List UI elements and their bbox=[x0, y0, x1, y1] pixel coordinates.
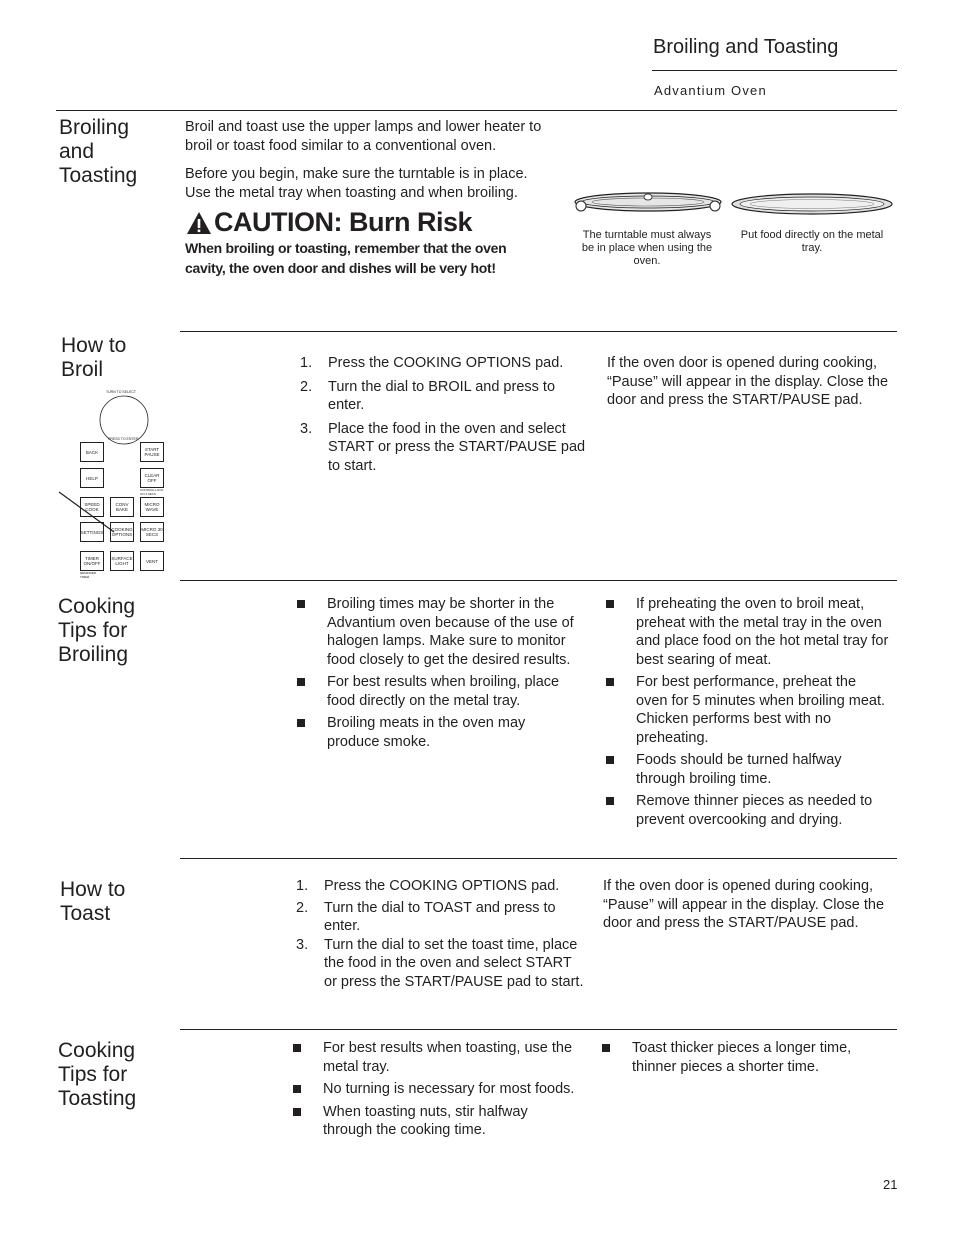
list-item: 2. Turn the dial to BROIL and press to enter. bbox=[300, 378, 556, 413]
bullet-square-icon bbox=[297, 600, 305, 608]
list-item: 2. Turn the dial to TOAST and press to enter. bbox=[296, 899, 556, 934]
section-title-tips-broiling: Cooking Tips for Broiling bbox=[58, 595, 136, 666]
list-item: 3. Turn the dial to set the toast time, place the food in the oven and select START or press the START/PAUSE pad to start. bbox=[296, 936, 584, 990]
section-divider bbox=[180, 1029, 897, 1030]
bullet-square-icon bbox=[606, 600, 614, 608]
pad-note-control-lock: CONTROL LOCK ON 3 SECS bbox=[140, 488, 164, 496]
section-title-tips-toasting: Cooking Tips for Toasting bbox=[58, 1039, 137, 1110]
list-item: Toast thicker pieces a longer time, thinner pieces a shorter time. bbox=[600, 1039, 890, 1076]
turntable-illustration bbox=[573, 188, 723, 218]
pad-surface-light: SURFACE LIGHT bbox=[110, 551, 134, 571]
intro-paragraph-1: Broil and toast use the upper lamps and lower heater to broil or toast food similar to a conventional oven. bbox=[185, 119, 542, 154]
bullet-square-icon bbox=[293, 1085, 301, 1093]
pad-timer-on-off: TIMER ON/OFF bbox=[80, 551, 104, 571]
pad-start-pause: START PAUSE bbox=[140, 442, 164, 462]
section-title-broiling-toasting: Broiling and Toasting bbox=[59, 116, 138, 187]
dial-bottom-label: PRESS TO ENTER bbox=[108, 437, 139, 441]
broiling-tips-left bbox=[295, 595, 575, 755]
section-title-how-to-broil: How to Broil bbox=[61, 334, 127, 381]
section-title-how-to-toast: How to Toast bbox=[60, 878, 126, 925]
list-item: If preheating the oven to broil meat, preheat with the metal tray in the oven and place food on the hot metal tray for best searing of meat. bbox=[604, 595, 889, 669]
list-item: For best performance, preheat the oven for 5 minutes when broiling meat. Chicken performs best with no preheating. bbox=[604, 673, 889, 747]
toasting-tips-left bbox=[291, 1039, 576, 1144]
header-divider bbox=[652, 70, 897, 71]
toasting-tips-right bbox=[600, 1039, 890, 1080]
caution-text: When broiling or toasting, remember that the oven cavity, the oven door and dishes will be very hot! bbox=[185, 240, 507, 276]
pad-micro-wave: MICRO WAVE bbox=[140, 497, 164, 517]
list-item: 3. Place the food in the oven and select START or press the START/PAUSE pad to start. bbox=[300, 420, 586, 474]
intro-paragraph-2: Before you begin, make sure the turntable is in place. Use the metal tray when toasting and when broiling. bbox=[185, 166, 528, 201]
toast-pause-note: If the oven door is opened during cooking, “Pause” will appear in the display. Close the door and press the START/PAUSE pad. bbox=[603, 878, 885, 931]
turntable-caption: The turntable must always be in place when using the oven. bbox=[581, 229, 713, 267]
pad-cooking-options: COOKING OPTIONS bbox=[110, 522, 134, 542]
toast-steps bbox=[292, 877, 587, 996]
bullet-square-icon bbox=[293, 1108, 301, 1116]
pointer-arrow-icon bbox=[56, 488, 126, 538]
list-item: 1. Press the COOKING OPTIONS pad. bbox=[300, 355, 564, 371]
broil-steps bbox=[296, 354, 591, 480]
section-divider bbox=[180, 858, 897, 859]
control-panel-illustration bbox=[56, 388, 176, 578]
broil-pause-note: If the oven door is opened during cooking, “Pause” will appear in the display. Close the door and press the START/PAUSE pad. bbox=[607, 355, 889, 408]
section-divider bbox=[56, 110, 897, 111]
list-item: For best results when toasting, use the metal tray. bbox=[291, 1039, 576, 1076]
dial-top-label: TURN TO SELECT bbox=[106, 390, 137, 394]
list-item: Foods should be turned halfway through broiling time. bbox=[604, 751, 889, 788]
list-item: When toasting nuts, stir halfway through the cooking time. bbox=[291, 1103, 576, 1140]
page-header-subtitle: Advantium Oven bbox=[654, 83, 767, 98]
page-header-title: Broiling and Toasting bbox=[653, 36, 839, 58]
bullet-square-icon bbox=[297, 719, 305, 727]
bullet-square-icon bbox=[297, 678, 305, 686]
list-item: Broiling times may be shorter in the Advantium oven because of the use of halogen lamps. Make sure to monitor food closely to get the desired results. bbox=[295, 595, 575, 669]
list-item: No turning is necessary for most foods. bbox=[291, 1080, 576, 1099]
pad-clear-off: CLEAR OFF bbox=[140, 468, 164, 488]
list-item: Remove thinner pieces as needed to prevent overcooking and drying. bbox=[604, 792, 889, 829]
page-number: 21 bbox=[883, 1177, 898, 1192]
pad-conv-bake: CONV BAKE bbox=[110, 497, 134, 517]
section-divider bbox=[180, 580, 897, 581]
metal-tray-illustration bbox=[730, 192, 895, 216]
list-item: 1. Press the COOKING OPTIONS pad. bbox=[296, 878, 560, 894]
pad-back: BACK bbox=[80, 442, 104, 462]
bullet-square-icon bbox=[606, 678, 614, 686]
section-divider bbox=[180, 331, 897, 332]
pad-note-reminder-timer: REMINDER TIMER bbox=[80, 571, 97, 579]
pad-micro-30-secs: MICRO 30 SECS bbox=[140, 522, 164, 542]
broiling-tips-right bbox=[604, 595, 889, 833]
bullet-square-icon bbox=[293, 1044, 301, 1052]
bullet-square-icon bbox=[606, 756, 614, 764]
list-item: For best results when broiling, place food directly on the metal tray. bbox=[295, 673, 575, 710]
pad-help: HELP bbox=[80, 468, 104, 488]
pad-speed-cook: SPEED COOK bbox=[80, 497, 104, 517]
pad-vent: VENT bbox=[140, 551, 164, 571]
caution-heading bbox=[186, 207, 472, 238]
bullet-square-icon bbox=[602, 1044, 610, 1052]
list-item: Broiling meats in the oven may produce smoke. bbox=[295, 714, 575, 751]
pad-settings: SETTINGS bbox=[80, 522, 104, 542]
metal-tray-caption: Put food directly on the metal tray. bbox=[740, 229, 884, 254]
caution-title: CAUTION: Burn Risk bbox=[214, 207, 473, 237]
bullet-square-icon bbox=[606, 797, 614, 805]
warning-triangle-icon bbox=[186, 210, 212, 236]
